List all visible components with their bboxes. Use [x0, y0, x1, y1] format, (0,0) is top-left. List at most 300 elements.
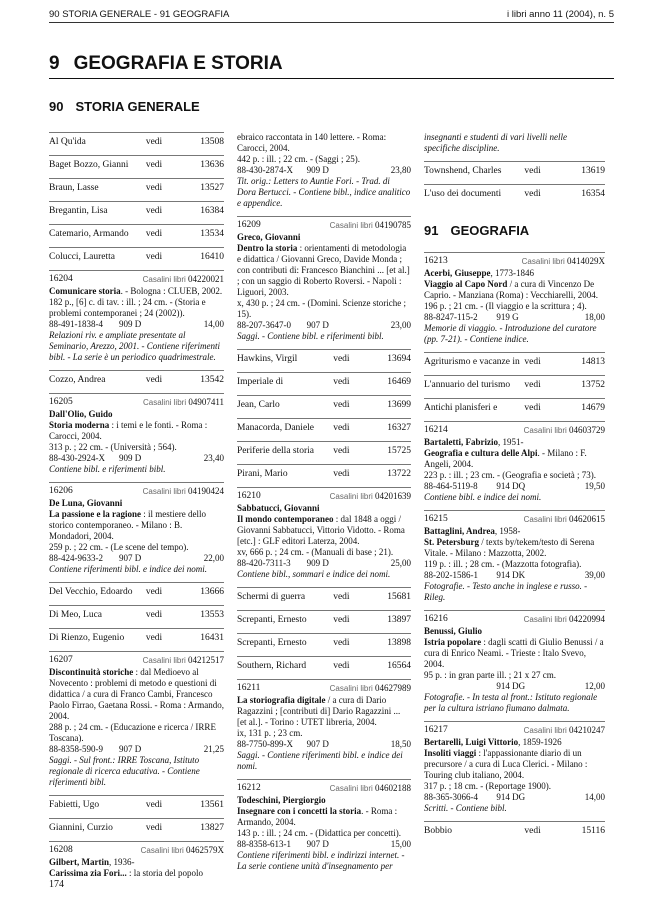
running-header	[49, 9, 614, 20]
entry-16211	[237, 679, 411, 779]
xref-number: 15681	[387, 592, 411, 602]
column-3	[424, 132, 605, 844]
xref-vedi: vedi	[333, 638, 350, 648]
entry-id: 16206	[49, 486, 73, 496]
xref-number: 16564	[387, 661, 411, 671]
running-header-right: i libri anno 11 (2004), n. 5	[506, 9, 614, 20]
price: 18,50	[390, 739, 411, 749]
section-number: 91	[424, 223, 439, 238]
xref-name: Fabietti, Ugo	[49, 800, 100, 810]
entry-description: 223 p. : ill. ; 23 cm. - (Geografia e società ; 73).	[424, 470, 596, 480]
casalini-number: 04220994	[569, 614, 605, 624]
class-code: 914 DQ	[496, 481, 526, 491]
entry-title: Istria popolare	[424, 637, 482, 647]
xref-number: 16410	[200, 252, 224, 262]
entry-title: Insoliti viaggi	[424, 748, 477, 758]
xref-name: Bregantin, Lisa	[49, 206, 108, 216]
isbn: 88-7750-899-X	[237, 739, 293, 749]
price: 18,00	[584, 312, 605, 322]
xref-row[interactable]	[424, 398, 605, 421]
xref-name: Pirani, Mario	[237, 469, 288, 479]
entry-16210	[237, 487, 411, 587]
entry-id: 16213	[424, 256, 448, 266]
casalini-label: Casalini libri	[521, 257, 565, 266]
xref-vedi: vedi	[145, 229, 163, 239]
entry-author: Sabbatucci, Giovanni	[237, 503, 320, 513]
casalini-number: 04201639	[375, 491, 411, 501]
entry-title: La storiografia digitale	[237, 695, 326, 705]
xref-name: Imperiale di	[237, 377, 284, 387]
section-title: STORIA GENERALE	[75, 99, 200, 114]
class-code: 907 D	[306, 839, 329, 849]
xref-number: 16384	[200, 206, 224, 216]
xref-row[interactable]	[49, 247, 224, 270]
class-code: 909 D	[119, 453, 142, 463]
class-code: 914 DG	[496, 681, 526, 691]
entry-imprint: . - Bologna : CLUEB, 2002.	[120, 286, 223, 296]
casalini-code	[524, 614, 605, 625]
entry-title: Comunicare storia	[49, 286, 121, 296]
xref-name: L'uso dei documenti	[424, 189, 502, 199]
casalini-label: Casalini libri	[142, 656, 186, 665]
entry-description: 317 p. ; 18 cm. - (Reportage 1900).	[424, 781, 551, 791]
column-1	[49, 132, 224, 886]
entry-16205	[49, 393, 224, 482]
xref-name: Bobbio	[424, 826, 452, 836]
casalini-label: Casalini libri	[329, 221, 373, 230]
price: 14,00	[584, 792, 605, 802]
entry-id: 16216	[424, 614, 448, 624]
entry-imprint: / texts by/tekem/testo di Serena Vitale. - Milano : Mazzotta, 2002.	[424, 537, 595, 558]
xref-vedi: vedi	[145, 800, 163, 810]
isbn: 88-491-1838-4	[49, 319, 103, 329]
xref-row[interactable]	[49, 818, 224, 841]
section-title: GEOGRAFIA	[450, 223, 530, 238]
xref-row[interactable]	[49, 628, 224, 651]
entry-author: Bertarelli, Luigi Vittorio	[424, 737, 519, 747]
xref-name: Townshend, Charles	[424, 166, 502, 176]
class-code: 907 D	[306, 320, 329, 330]
xref-vedi: vedi	[145, 375, 163, 385]
entry-description: x, 430 p. ; 24 cm. - (Domini. Scienze storiche ; 15).	[237, 298, 406, 319]
xref-vedi: vedi	[333, 446, 350, 456]
entry-16217	[424, 721, 605, 821]
entry-note: insegnanti e studenti di vari livelli nelle specifiche discipline.	[424, 132, 567, 153]
xref-row[interactable]	[49, 178, 224, 201]
section-heading-90	[49, 99, 200, 114]
entry-imprint: ebraico raccontata in 140 lettere. - Roma: Carocci, 2004.	[237, 132, 387, 153]
casalini-label: Casalini libri	[329, 684, 373, 693]
class-code: 909 D	[306, 165, 329, 175]
entry-note: Tit. orig.: Letters to Auntie Fori. - Trad. di Dora Bertucci. - Contiene bibl., indice analitico e appendice.	[237, 176, 411, 208]
class-code: 907 D	[119, 744, 142, 754]
entry-imprint: . - Milano : F. Angeli, 2004.	[424, 448, 587, 469]
xref-row[interactable]	[237, 441, 411, 464]
xref-number: 13534	[200, 229, 224, 239]
running-header-left: 90 STORIA GENERALE - 91 GEOGRAFIA	[49, 9, 230, 20]
class-code: 907 D	[306, 739, 329, 749]
xref-number: 13694	[387, 354, 411, 364]
xref-name: Baget Bozzo, Gianni	[49, 160, 129, 170]
xref-name: Al Qu'ida	[49, 137, 86, 147]
entry-note: Fotografie. - In testa al front.: Istituto regionale per la cultura istriano fiumano dalmata.	[424, 692, 598, 713]
entry-note: Contiene riferimenti bibl. e indirizzi internet. - La serie contiene unità d'insegnamento per	[237, 850, 405, 871]
xref-number: 16327	[387, 423, 411, 433]
xref-vedi: vedi	[333, 615, 350, 625]
entry-description: 182 p., [6] c. di tav. : ill. ; 24 cm. - (Storia e problemi contemporanei ; 24 (2002)).	[49, 297, 206, 318]
entry-id: 16211	[237, 683, 261, 693]
author-dates: , 1958-	[494, 526, 521, 536]
section-heading-91	[424, 225, 605, 236]
price: 14,00	[203, 319, 224, 329]
class-code: 914 DG	[496, 792, 526, 802]
entry-title: Geografia e cultura delle Alpi	[424, 448, 538, 458]
xref-number: 14679	[581, 403, 605, 413]
xref-vedi: vedi	[333, 592, 350, 602]
casalini-label: Casalini libri	[523, 615, 567, 624]
xref-row[interactable]	[49, 795, 224, 818]
entry-imprint: : i temi e le fonti. - Roma : Carocci, 2004.	[49, 420, 208, 441]
xref-row[interactable]	[237, 656, 411, 679]
casalini-label: Casalini libri	[523, 726, 567, 735]
xref-row[interactable]	[424, 184, 605, 207]
xref-vedi: vedi	[145, 206, 163, 216]
xref-row[interactable]	[237, 372, 411, 395]
xref-vedi: vedi	[524, 189, 541, 199]
xref-row[interactable]	[424, 375, 605, 398]
xref-vedi: vedi	[333, 423, 350, 433]
xref-name: Di Meo, Luca	[49, 610, 103, 620]
entry-16215	[424, 510, 605, 610]
entry-description: 442 p. : ill. ; 22 cm. - (Saggi ; 25).	[237, 154, 360, 164]
entry-imprint: : l'appassionante diario di un precursore / a cura di Luca Clerici. - Milano : Touring club italiano, 2004.	[424, 748, 588, 780]
xref-number: 14813	[581, 357, 605, 367]
entry-description: 288 p. ; 24 cm. - (Educazione e ricerca / IRRE Toscana).	[49, 722, 216, 743]
entry-title: Il mondo contemporaneo	[237, 514, 334, 524]
casalini-label: Casalini libri	[140, 846, 184, 855]
entry-description: 259 p. ; 22 cm. - (Le scene del tempo).	[49, 542, 189, 552]
price: 23,40	[203, 453, 224, 463]
casalini-code	[143, 397, 224, 408]
casalini-label: Casalini libri	[523, 426, 567, 435]
casalini-code	[522, 256, 605, 267]
entry-author: Battaglini, Andrea	[424, 526, 495, 536]
price: 22,00	[203, 553, 224, 563]
xref-vedi: vedi	[145, 633, 163, 643]
entry-note: Saggi. - Contiene bibl. e riferimenti bibl.	[237, 331, 384, 341]
entry-author: Benussi, Giulio	[424, 626, 483, 636]
isbn: 88-365-3066-4	[424, 792, 478, 802]
casalini-label: Casalini libri	[329, 492, 373, 501]
entry-note: Contiene riferimenti bibl. e indice dei nomi.	[49, 564, 207, 574]
entry-description: 119 p. : ill. ; 28 cm. - (Mazzotta fotografia).	[424, 559, 582, 569]
xref-vedi: vedi	[333, 661, 350, 671]
author-dates: , 1951-	[497, 437, 524, 447]
entry-note: Contiene bibl. e indice dei nomi.	[424, 492, 542, 502]
entry-author: Gilbert, Martin	[49, 857, 109, 867]
xref-number: 15725	[387, 446, 411, 456]
entry-title: Discontinuità storiche	[49, 667, 134, 677]
entry-note: Memorie di viaggio. - Introduzione del curatore (pp. 7-21). - Contiene indice.	[424, 323, 597, 344]
xref-number: 16431	[200, 633, 224, 643]
entry-imprint: : orientamenti di metodologia e didattica / Giovanni Greco, Davide Monda ; con contributi di: Francesco Bianchini ... [et al.] ; con un saggio di Roberto Roversi. - Napoli : Liguori, 2003.	[237, 243, 410, 297]
isbn: 88-424-9633-2	[49, 553, 103, 563]
entry-id: 16212	[237, 783, 261, 793]
isbn: 88-430-2874-X	[237, 165, 293, 175]
author-dates: , 1773-1846	[490, 268, 534, 278]
xref-name: Cozzo, Andrea	[49, 375, 106, 385]
xref-vedi: vedi	[333, 354, 350, 364]
entry-note: Saggi. - Sul front.: IRRE Toscana, Istituto regionale di ricerca educativa. - Contiene riferimenti bibl.	[49, 755, 200, 787]
entry-id: 16210	[237, 491, 261, 501]
xref-row[interactable]	[237, 349, 411, 372]
xref-number: 13561	[200, 800, 224, 810]
casalini-number: 04210247	[569, 725, 605, 735]
entry-author: De Luna, Giovanni	[49, 498, 123, 508]
entry-16216	[424, 610, 605, 721]
entry-note: Fotografie. - Testo anche in inglese e russo. - Rileg.	[424, 581, 588, 602]
xref-number: 13898	[387, 638, 411, 648]
isbn: 88-464-5119-8	[424, 481, 478, 491]
entry-id: 16214	[424, 425, 448, 435]
xref-vedi: vedi	[333, 469, 350, 479]
entry-id: 16205	[49, 397, 73, 407]
class-code: 914 DK	[496, 570, 526, 580]
xref-name: L'annuario del turismo	[424, 380, 511, 390]
casalini-code	[143, 274, 224, 285]
xref-row[interactable]	[49, 201, 224, 224]
entry-id: 16215	[424, 514, 448, 524]
entry-imprint: / a cura di Dario Ragazzini ; [contributi di] Dario Ragazzini ... [et al.]. - Torino : UTET libreria, 2004.	[237, 695, 401, 727]
entry-note: Scritti. - Contiene bibl.	[424, 803, 507, 813]
xref-row[interactable]	[237, 633, 411, 656]
entry-imprint: : dagli scatti di Giulio Benussi / a cura di Enrico Neami. - Trieste : Italo Svevo, 2004.	[424, 637, 604, 669]
casalini-number: 04907411	[188, 397, 224, 407]
price: 19,50	[584, 481, 605, 491]
entry-author: Todeschini, Piergiorgio	[237, 795, 326, 805]
xref-number: 13722	[387, 469, 411, 479]
entry-16204	[49, 270, 224, 370]
casalini-code	[143, 655, 224, 666]
xref-row[interactable]	[49, 605, 224, 628]
casalini-code	[524, 725, 605, 736]
class-code: 909 D	[306, 558, 329, 568]
xref-row[interactable]	[49, 155, 224, 178]
price: 12,00	[584, 681, 605, 691]
xref-name: Del Vecchio, Edoardo	[49, 587, 133, 597]
xref-row[interactable]	[49, 582, 224, 605]
xref-row[interactable]	[237, 610, 411, 633]
xref-name: Screpanti, Ernesto	[237, 615, 307, 625]
xref-vedi: vedi	[145, 160, 163, 170]
isbn: 88-420-7311-3	[237, 558, 291, 568]
section-number: 90	[49, 99, 64, 114]
xref-vedi: vedi	[524, 403, 541, 413]
entry-author: Bartaletti, Fabrizio	[424, 437, 498, 447]
xref-row[interactable]	[49, 132, 224, 155]
casalini-code	[330, 491, 411, 502]
entry-16209	[237, 216, 411, 349]
xref-vedi: vedi	[524, 826, 541, 836]
entry-title: Insegnare con i concetti la storia	[237, 806, 362, 816]
entry-note: Relazioni riv. e ampliate presentate al Seminario, Arezzo, 2001. - Contiene riferimenti bibl. - La serie è un periodico quadrimestrale.	[49, 330, 220, 362]
xref-row[interactable]	[237, 418, 411, 441]
xref-number: 13527	[200, 183, 224, 193]
casalini-code	[330, 783, 411, 794]
entry-imprint: : dal Medioevo al Novecento : problemi di metodo e questioni di didattica / a cura di Franco Cambi, Francesco Paolo Firrao, Gaetana Rossi. - Roma : Armando, 2004.	[49, 667, 224, 721]
entry-id: 16217	[424, 725, 448, 735]
xref-name: Jean, Carlo	[237, 400, 280, 410]
xref-number: 13666	[200, 587, 224, 597]
xref-number: 13636	[200, 160, 224, 170]
casalini-number: 04603729	[569, 425, 605, 435]
price: 15,00	[390, 839, 411, 849]
xref-vedi: vedi	[524, 380, 541, 390]
casalini-number: 0462579X	[186, 845, 224, 855]
xref-name: Braun, Lasse	[49, 183, 99, 193]
xref-vedi: vedi	[145, 823, 163, 833]
entry-id: 16207	[49, 655, 73, 665]
xref-name: Agriturismo e vacanze in	[424, 357, 520, 367]
author-dates: , 1936-	[109, 857, 135, 867]
xref-number: 13699	[387, 400, 411, 410]
casalini-code	[330, 220, 411, 231]
casalini-code	[141, 845, 224, 856]
column-2	[237, 132, 411, 879]
casalini-code	[330, 683, 411, 694]
entry-description: 95 p. : in gran parte ill. ; 21 x 27 cm.	[424, 670, 556, 680]
xref-vedi: vedi	[145, 183, 163, 193]
isbn: 88-430-2924-X	[49, 453, 105, 463]
chapter-title	[49, 53, 283, 75]
xref-number: 13542	[200, 375, 224, 385]
chapter-rule	[49, 78, 614, 79]
entry-author: Greco, Giovanni	[237, 232, 301, 242]
entry-imprint: : il mestiere dello storico contemporaneo. - Milano : B. Mondadori, 2004.	[49, 509, 206, 541]
page-number: 174	[49, 879, 64, 890]
xref-number: 13553	[200, 610, 224, 620]
casalini-number: 04627989	[375, 683, 411, 693]
xref-name: Schermi di guerra	[237, 592, 306, 602]
entry-imprint: : la storia del popolo	[126, 868, 203, 878]
isbn: 88-8358-613-1	[237, 839, 291, 849]
entry-continuation	[237, 132, 411, 216]
entry-note: Contiene bibl., sommari e indice dei nomi.	[237, 569, 391, 579]
casalini-number: 04620615	[569, 514, 605, 524]
xref-row[interactable]	[49, 224, 224, 247]
xref-number: 16354	[581, 189, 605, 199]
entry-description: xv, 666 p. ; 24 cm. - (Manuali di base ; 21).	[237, 547, 394, 557]
price: 23,80	[390, 165, 411, 175]
entry-16206	[49, 482, 224, 582]
xref-name: Giannini, Curzio	[49, 823, 113, 833]
author-dates: , 1859-1926	[518, 737, 562, 747]
entry-16207	[49, 651, 224, 795]
xref-vedi: vedi	[524, 166, 541, 176]
casalini-number: 04602188	[375, 783, 411, 793]
entry-description: 143 p. : ill. ; 24 cm. - (Didattica per concetti).	[237, 828, 401, 838]
entry-imprint: . - Roma : Armando, 2004.	[237, 806, 398, 827]
price: 23,00	[390, 320, 411, 330]
xref-vedi: vedi	[145, 252, 163, 262]
entry-16212	[237, 779, 411, 879]
entry-title: Carissima zia Fori...	[49, 868, 127, 878]
casalini-label: Casalini libri	[329, 784, 373, 793]
xref-name: Antichi planisferi e	[424, 403, 498, 413]
xref-row[interactable]	[237, 587, 411, 610]
isbn: 88-8358-590-9	[49, 744, 103, 754]
entry-16208	[49, 841, 224, 886]
casalini-number: 04190785	[375, 220, 411, 230]
entry-id: 16208	[49, 845, 73, 855]
xref-name: Southern, Richard	[237, 661, 307, 671]
xref-number: 15116	[581, 826, 605, 836]
price: 25,00	[390, 558, 411, 568]
xref-row[interactable]	[237, 464, 411, 487]
casalini-code	[524, 425, 605, 436]
class-code: 919 G	[496, 312, 519, 322]
xref-row[interactable]	[49, 370, 224, 393]
entry-16213	[424, 252, 605, 352]
xref-number: 13752	[581, 380, 605, 390]
entry-description: 313 p. ; 22 cm. - (Università ; 564).	[49, 442, 177, 452]
xref-name: Di Rienzo, Eugenio	[49, 633, 125, 643]
isbn: 88-202-1586-1	[424, 570, 478, 580]
price: 39,00	[584, 570, 605, 580]
entry-note: Saggi. - Contiene riferimenti bibl. e indice dei nomi.	[237, 750, 403, 771]
casalini-label: Casalini libri	[523, 515, 567, 524]
entry-title: Dentro la storia	[237, 243, 298, 253]
xref-row[interactable]	[424, 352, 605, 375]
xref-vedi: vedi	[524, 357, 541, 367]
xref-name: Hawkins, Virgil	[237, 354, 298, 364]
entry-imprint: : dal 1848 a oggi / Giovanni Sabbatucci, Vittorio Vidotto. - Roma [etc.] : GLF editori Laterza, 2004.	[237, 514, 405, 546]
xref-row[interactable]	[424, 821, 605, 844]
xref-number: 13619	[581, 166, 605, 176]
class-code: 907 D	[119, 553, 142, 563]
xref-row[interactable]	[424, 161, 605, 184]
xref-vedi: vedi	[145, 587, 163, 597]
entry-description: ix, 131 p. ; 23 cm.	[237, 728, 303, 738]
xref-vedi: vedi	[145, 137, 163, 147]
casalini-label: Casalini libri	[142, 487, 186, 496]
xref-row[interactable]	[237, 395, 411, 418]
xref-name: Catemario, Armando	[49, 229, 129, 239]
xref-number: 13508	[200, 137, 224, 147]
xref-vedi: vedi	[333, 377, 350, 387]
xref-name: Periferie della storia	[237, 446, 315, 456]
entry-description: 196 p. ; 21 cm. - (Il viaggio e la scrittura ; 4).	[424, 301, 587, 311]
chapter-number: 9	[49, 53, 60, 74]
isbn: 88-207-3647-0	[237, 320, 291, 330]
entry-16214	[424, 421, 605, 510]
casalini-number: 0414029X	[567, 256, 605, 266]
entry-imprint: / a cura di Vincenzo De Caprio. - Manziana (Roma) : Vecchiarelli, 2004.	[424, 279, 599, 300]
casalini-number: 04190424	[188, 486, 224, 496]
entry-author: Dall'Olio, Guido	[49, 409, 113, 419]
class-code: 909 D	[119, 319, 142, 329]
xref-number: 13897	[387, 615, 411, 625]
xref-number: 16469	[387, 377, 411, 387]
xref-name: Colucci, Lauretta	[49, 252, 115, 262]
price: 21,25	[203, 744, 224, 754]
header-rule	[49, 22, 614, 23]
casalini-number: 04212517	[188, 655, 224, 665]
casalini-code	[143, 486, 224, 497]
xref-number: 13827	[200, 823, 224, 833]
entry-title: La passione e la ragione	[49, 509, 142, 519]
entry-title: St. Petersburg	[424, 537, 479, 547]
